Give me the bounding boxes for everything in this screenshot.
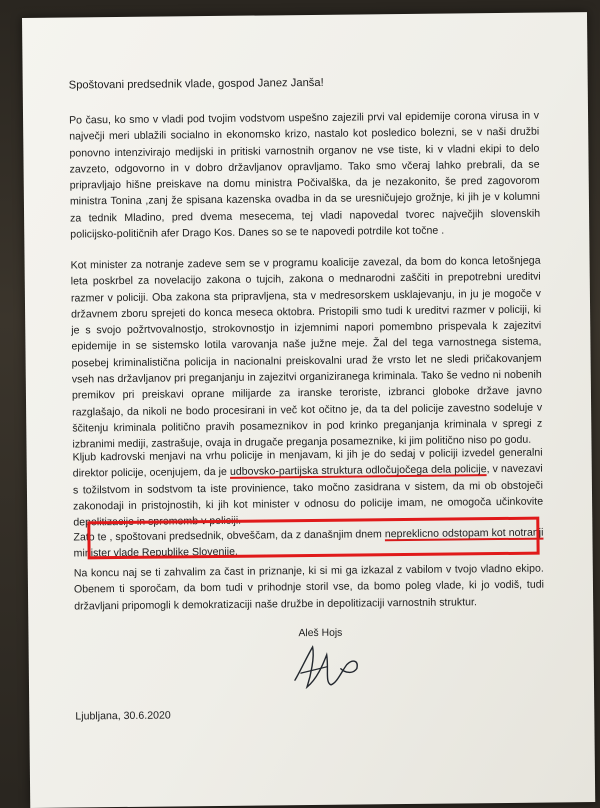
- paragraph-3-end: , v navezavi s tožilstvom in sodstvom ta iste provinience, tako močno zasidrana v sistem, da mi ob obstoječi zakonodaji in pristojnostih, ki jih kot minister v odnosu do policije imam, ne omogoča učinkovite depolitizacije in sprememb v policiji.: [72, 462, 544, 529]
- greeting: Spoštovani predsednik vlade, gospod Janez Janša!: [68, 76, 324, 92]
- resignation-underlined: nepreklicno odstopam kot notranji: [384, 526, 544, 541]
- paragraph-1: Po času, ko smo v vladi pod tvojim vodstvom uspešno zajezili prvi val epidemije corona virusa in v največji meri ublažili socialno in ekonomsko krizo, nastalo kot posledico bolezni, se v naši družbi ponovno intenzivirajo medijski in pritiski varnostnih organov ne vse tiste, ki v vladni ekipi to delo zavzeto, odgovorno in v dobro državljanov opravljamo. Tako smo včeraj lahko prebrali, da se pripravljajo hišne preiskave na domu ministra Počivalška, da je nezakonito, še pred zagovorom ministra Tonina ,zanj že spisana kazenska ovadba in da se uresničujejo grožnje, ki jih je v kolumni za tednik Mladino, pred dvema mesecema, tej vladi napovedal tvorec največjih slovenskih policijsko-političnih afer Drago Kos. Danes so se te napovedi potrdile kot točne .: [69, 109, 541, 241]
- paragraph-3-start: Kljub kadrovski menjavi na vrhu policije in menjavam, ki jih je do sedaj v policiji izvedel generalni direktor policije, ocenjujem, da je: [72, 446, 543, 480]
- resignation-start: Zato te , spoštovani predsednik, obveščam, da z današnjim dnem: [73, 528, 385, 544]
- handwritten-signature: [286, 634, 367, 695]
- resignation-end: minister vlade Republike Slovenije.: [73, 546, 238, 560]
- signer-name: Aleš Hojs: [298, 627, 343, 640]
- letter-page: [22, 12, 595, 808]
- red-highlight-box: [87, 517, 539, 560]
- place-date: Ljubljana, 30.6.2020: [75, 709, 171, 723]
- underlined-phrase: udbovsko-partijska struktura odločujočega dela policije: [229, 463, 487, 479]
- paragraph-2: Kot minister za notranje zadeve sem se v programu koalicije zavezal, da bom do konca letošnjega leta poskrbel za novelacijo zakona o tujcih, zakona o mednarodni zaščiti in prepotrebni ureditvi razmer v policiji. Oba zakona sta pripravljena, sta v medresorskem usklajevanju, in ju je mogoče v državnem zboru sprejeti do konca meseca oktobra. Pristopili smo tudi k ureditvi razmer v policiji, ki je s svojo požrtvovalnostjo, strokovnostjo in izjemnimi napori pomembno prispevala k zajezitvi epidemije in se sistemsko lotila varovanja naše južne meje. Žal del tega varnostnega sistema, posebej kriminalistična policija in nacionalni preiskovalni urad že vrsto let ne sledi pričakovanjem vseh nas državljanov pri preganjanju in zajezitvi organiziranega kriminala. Tako še vedno ni nobenih premikov pri preiskavi oprane milijarde za iranske teroriste, izbranci globoke države javno razglašajo, da nikoli ne bodo procesirani in več kot očitno je, da ta del policije zavestno sodeluje v ščitenju kriminala politično pravih posameznikov in pod krinko preganjanja kriminala v spregi z izbranimi mediji, zastrašuje, ovaja in drugače preganja posameznike, ki jim politično niso po godu.: [70, 254, 543, 451]
- paragraph-5: Na koncu naj se ti zahvalim za čast in priznanje, ki si mi ga izkazal z vabilom v tvojo vladno ekipo. Obenem ti sporočam, da bom tudi v prihodnje storil vse, da bomo poleg vlade, ki jo vodiš, tudi državljani pripomogli k demokratizaciji naše družbe in depolitizaciji varnostnih struktur.: [73, 562, 545, 613]
